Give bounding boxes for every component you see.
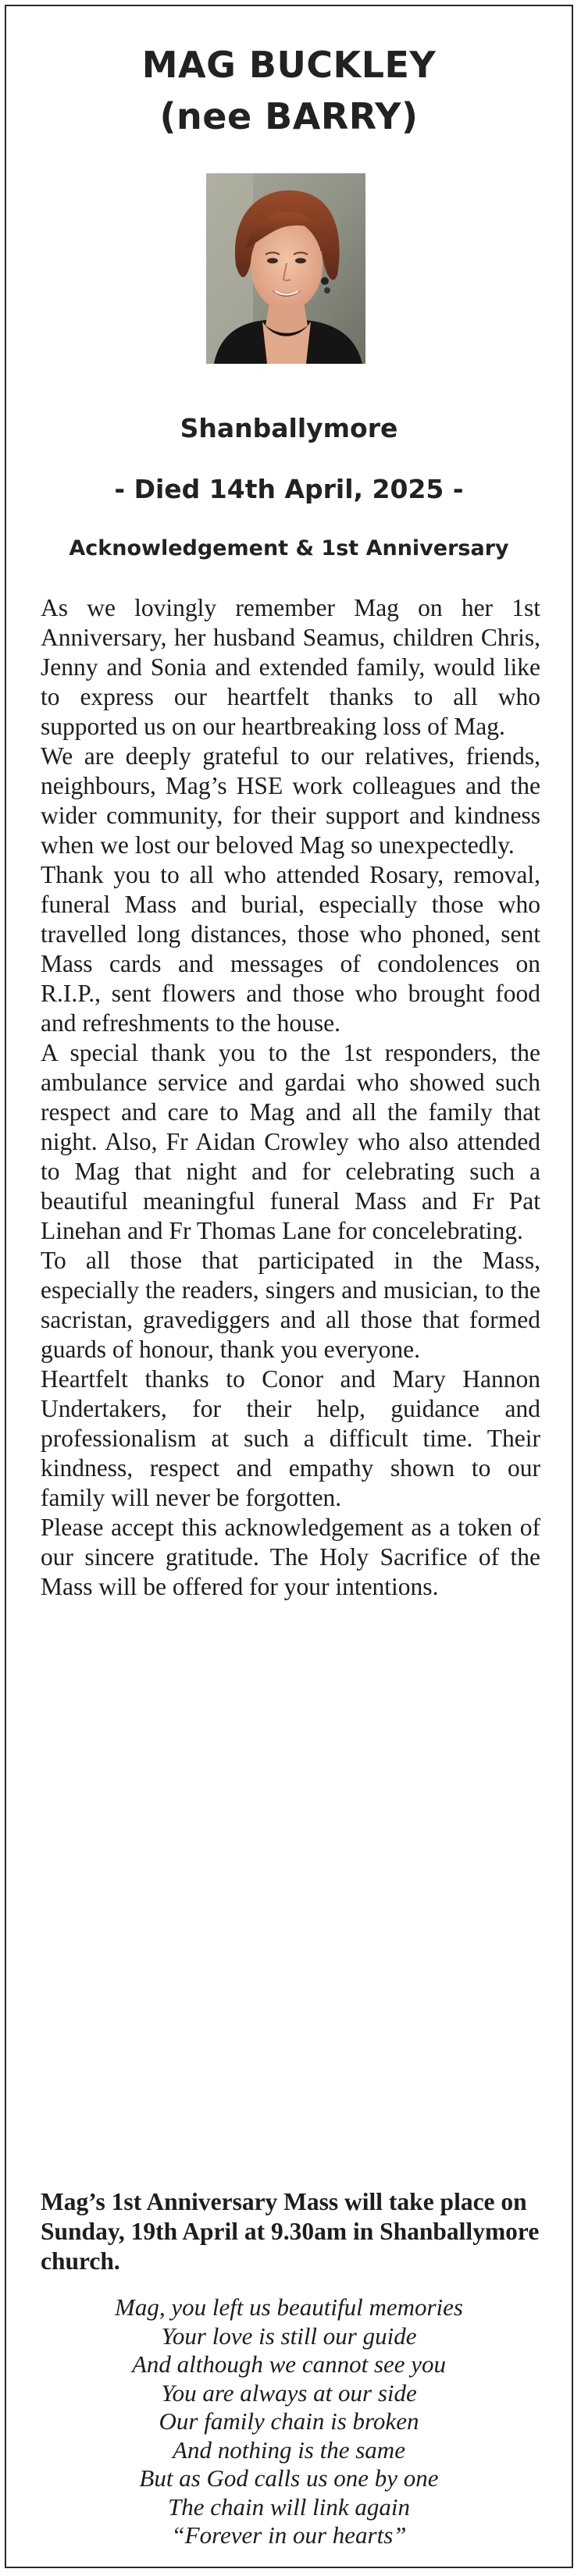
memorial-poem <box>6 2293 572 2550</box>
paragraph: Thank you to all who attended Rosary, removal, funeral Mass and burial, especially those who travelled long distances, those who phoned, sent Mass cards and messages of condolences on R.I.P., sent flowers and those who brought food and refreshments to the house. <box>41 861 540 1037</box>
poem-line: And nothing is the same <box>173 2435 405 2464</box>
portrait-photo <box>206 173 365 364</box>
poem-line: “Forever in our hearts” <box>171 2521 407 2549</box>
paragraph: Please accept this acknowledgement as a token of our sincere gratitude. The Holy Sacrifice of the Mass will be offered for your intentions. <box>41 1514 540 1600</box>
poem-line: Your love is still our guide <box>161 2322 417 2350</box>
acknowledgement-text <box>41 593 540 1602</box>
paragraph: As we lovingly remember Mag on her 1st Anniversary, her husband Seamus, children Chris, Jenny and Sonia and extended family, would like to express our heartfelt thanks to all who supported us on our heartbreaking loss of Mag. <box>41 594 540 740</box>
poem-line: But as God calls us one by one <box>139 2464 439 2492</box>
maiden-name: (nee BARRY) <box>159 95 419 137</box>
poem-line: And although we cannot see you <box>131 2350 447 2378</box>
paragraph: To all those that participated in the Mass, especially the readers, singers and musician, to the sacristan, gravediggers and all those that formed guards of honour, thank you everyone. <box>41 1247 540 1363</box>
poem-line: The chain will link again <box>168 2492 410 2521</box>
notice-heading: Acknowledgement & 1st Anniversary <box>69 536 509 560</box>
poem-line: Mag, you left us beautiful memories <box>115 2293 463 2321</box>
paragraph: A special thank you to the 1st responders, the ambulance service and gardai who showed such respect and care to Mag and all the family that night. Also, Fr Aidan Crowley who also attended to Mag that night and for celebrating such a beautiful meaningful funeral Mass and Fr Pat Linehan and Fr Thomas Lane for concelebrating. <box>41 1039 540 1244</box>
anniversary-mass-notice: Mag’s 1st Anniversary Mass will take place on Sunday, 19th April at 9.30am in Shanballymore church. <box>41 2188 540 2275</box>
paragraph: Heartfelt thanks to Conor and Mary Hannon Undertakers, for their help, guidance and professionalism at such a difficult time. Their kindness, respect and empathy shown to our family will never be forgotten. <box>41 1365 540 1511</box>
paragraph: We are deeply grateful to our relatives, friends, neighbours, Mag’s HSE work colleagues and the wider community, for their support and kindness when we lost our beloved Mag so unexpectedly. <box>41 742 540 859</box>
poem-line: Our family chain is broken <box>159 2407 419 2435</box>
deceased-name: MAG BUCKLEY <box>141 44 437 86</box>
location: Shanballymore <box>180 413 398 443</box>
notice-title <box>6 39 572 142</box>
poem-line: You are always at our side <box>161 2379 417 2407</box>
date-of-death: - Died 14th April, 2025 - <box>114 474 464 504</box>
notice-frame <box>5 5 573 2568</box>
